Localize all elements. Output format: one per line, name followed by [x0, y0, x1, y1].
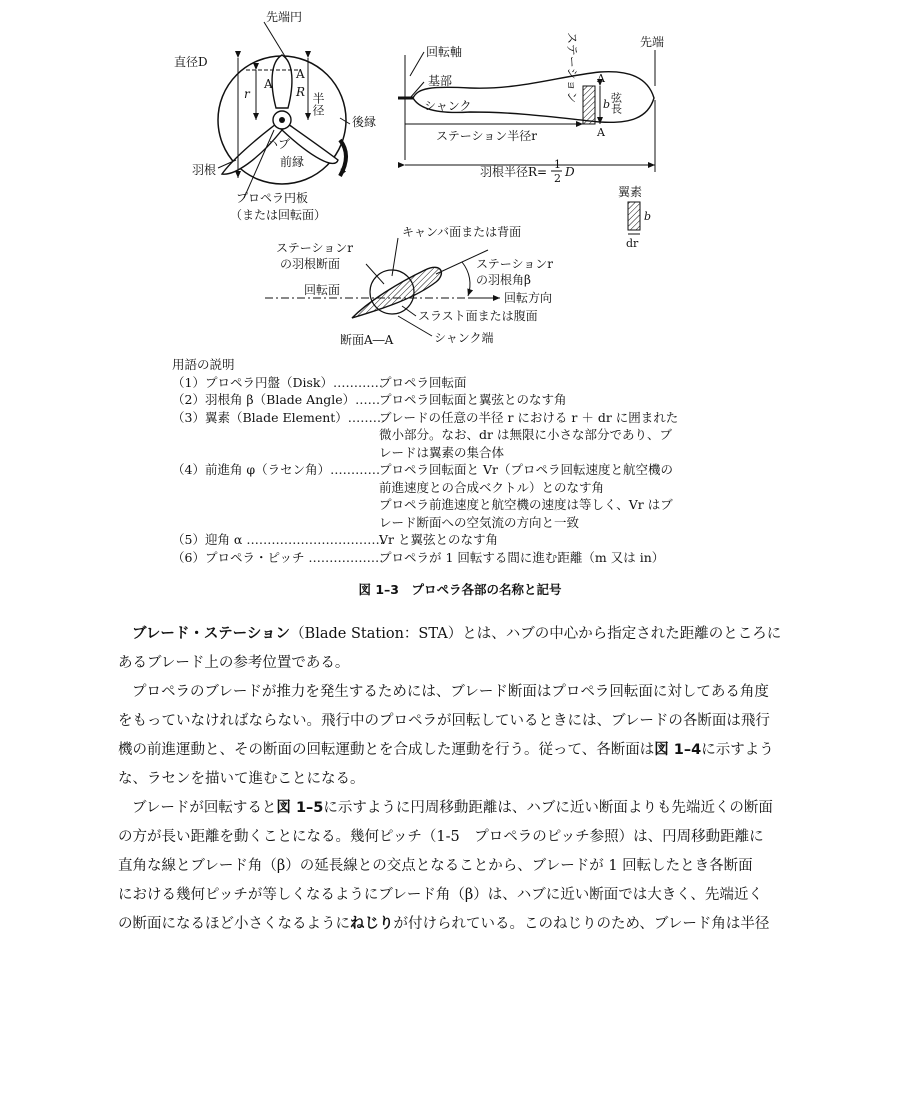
- label-camber: キャンバ面または背面: [402, 225, 522, 239]
- ref-fig-1-4[interactable]: 図 1–4: [654, 742, 702, 758]
- label-rotation-direction: 回転方向: [504, 291, 553, 305]
- label-trailing-edge: 後縁: [352, 115, 377, 129]
- label-half-num: 1: [554, 158, 561, 171]
- p3-line-4: における幾何ピッチが等しくなるようにブレード角（β）は、ハブに近い断面では大きく、先端近く: [118, 887, 763, 903]
- label-rotation-axis: 回転軸: [426, 45, 463, 59]
- section-view: [265, 224, 553, 347]
- label-section-AA: 断面A―A: [340, 333, 394, 347]
- glossary-definition-line: 前進速度との合成ベクトル）とのなす角: [379, 479, 605, 495]
- label-element-b: b: [644, 210, 652, 223]
- glossary-item: [172, 391, 732, 409]
- label-chord: 弦長: [609, 92, 623, 114]
- ref-fig-1-5[interactable]: 図 1–5: [276, 800, 324, 816]
- glossary-definition-line: 微小部分。なお、dr は無限に小さな部分であり、ブ: [379, 427, 672, 442]
- glossary-term: （1）プロペラ円盤（Disk）…………: [172, 374, 383, 390]
- element-detail: [618, 184, 651, 250]
- label-A-top: A: [597, 72, 605, 85]
- label-rotation-plane: 回転面: [304, 283, 341, 297]
- glossary-item: [172, 409, 732, 462]
- label-tip-circle: 先端円: [266, 10, 303, 24]
- label-r: r: [244, 87, 250, 101]
- glossary-title: 用語の説明: [172, 357, 235, 372]
- side-view: [398, 32, 664, 185]
- figure-caption: 図 1–3 プロペラ各部の名称と記号: [358, 582, 562, 597]
- glossary-definition: [379, 409, 732, 462]
- label-R: R: [296, 85, 306, 99]
- glossary-definition: [379, 391, 732, 409]
- blade-top: [272, 55, 292, 108]
- glossary-definition: [379, 531, 732, 549]
- front-view: [174, 9, 376, 222]
- label-b: b: [603, 98, 611, 111]
- paragraph-3: [118, 794, 773, 939]
- glossary-definition-line: プロペラ回転面: [379, 374, 467, 390]
- label-D: D: [565, 165, 575, 179]
- label-station: ステーション: [565, 32, 579, 104]
- glossary: [172, 356, 732, 566]
- label-thrust-face: スラスト面または腹面: [418, 309, 538, 323]
- label-shank: シャンク: [424, 99, 472, 113]
- label-angle-1: ステーションr: [476, 257, 554, 271]
- p2-line-4: な、ラセンを描いて進むことになる。: [118, 771, 365, 787]
- label-disk-1: プロペラ円板: [236, 191, 309, 205]
- glossary-definition-line: プロペラ前進速度と航空機の速度は等しく、Vr はブ: [379, 497, 673, 512]
- p3-line-5a: の断面になるほど小さくなるように: [118, 916, 350, 932]
- label-half-den: 2: [554, 172, 561, 185]
- label-blade-radius: 羽根半径R=: [480, 165, 548, 179]
- glossary-definition-line: レード断面への空気流の方向と一致: [379, 514, 580, 530]
- label-element: 翼素: [618, 185, 643, 199]
- paragraph-1: [118, 620, 782, 678]
- glossary-term: （6）プロペラ・ピッチ ………………: [172, 549, 384, 565]
- label-leading-edge: 前縁: [280, 155, 305, 169]
- label-A-bottom: A: [597, 126, 605, 139]
- p1-line-1: （Blade Station：STA）とは、ハブの中心から指定された距離のところに: [290, 626, 782, 642]
- label-hub: ハブ: [266, 137, 291, 151]
- label-blade: 羽根: [192, 163, 217, 177]
- term-twist: ねじり: [350, 916, 394, 932]
- p2-line-3b: に示すよう: [701, 742, 774, 758]
- glossary-definition-line: プロペラ回転面と Vr（プロペラ回転速度と航空機の: [379, 462, 673, 477]
- glossary-item: [172, 374, 732, 392]
- glossary-definition-line: ブレードの任意の半径 r における r ＋ dr に囲まれた: [379, 409, 679, 425]
- p3-line-3: 直角な線とブレード角（β）の延長線との交点となることから、ブレードが 1 回転したとき各断面: [118, 858, 753, 874]
- glossary-item: [172, 531, 732, 549]
- glossary-term: （5）迎角 α ……………………………: [172, 532, 384, 547]
- paragraph-2: [118, 678, 774, 794]
- label-tip: 先端: [640, 35, 665, 49]
- p2-line-1: プロペラのブレードが推力を発生するためには、ブレード断面はプロペラ回転面に対してある角度: [132, 684, 769, 700]
- body-text: [118, 620, 782, 939]
- label-section-1: ステーションr: [276, 241, 354, 255]
- label-radius-vertical: 半径: [311, 92, 325, 116]
- label-angle-2: の羽根角β: [476, 273, 531, 287]
- p2-line-2: をもっていなければならない。飛行中のプロペラが回転しているときには、ブレードの各断面は飛行: [118, 713, 770, 729]
- term-blade-station: ブレード・ステーション: [132, 626, 291, 642]
- label-section-2: の羽根断面: [280, 257, 341, 271]
- glossary-item: [172, 549, 732, 567]
- glossary-term: （3）翼素（Blade Element）………: [172, 409, 386, 425]
- p1-line-2: あるブレード上の参考位置である。: [118, 655, 350, 671]
- p3-line-2: の方が長い距離を動くことになる。幾何ピッチ（1-5 プロペラのピッチ参照）は、円周移動距離に: [118, 829, 764, 845]
- label-station-radius: ステーション半径r: [436, 129, 538, 143]
- propeller-diagram: [0, 0, 920, 360]
- glossary-definition-line: レードは翼素の集合体: [379, 444, 505, 460]
- label-disk-2: （または回転面）: [230, 208, 327, 222]
- label-shank-end: シャンク端: [434, 331, 494, 345]
- glossary-definition-line: プロペラ回転面と翼弦とのなす角: [379, 392, 567, 407]
- label-diameter: 直径D: [174, 55, 208, 69]
- glossary-definition-line: プロペラが 1 回転する間に進む距離（m 又は in）: [379, 549, 665, 565]
- p3-line-1a: ブレードが回転すると: [132, 800, 277, 816]
- p3-line-5b: が付けられている。このねじりのため、ブレード角は半径: [393, 916, 770, 932]
- glossary-item: [172, 461, 732, 531]
- blade-element-hatch: [583, 86, 595, 124]
- label-A-right: A: [296, 67, 305, 81]
- glossary-term: （2）羽根角 β（Blade Angle）……: [172, 392, 381, 407]
- p2-line-3a: 機の前進運動と、その断面の回転運動とを合成した運動を行う。従って、各断面は: [118, 742, 655, 758]
- glossary-definition: [379, 374, 732, 392]
- label-A-left: A: [264, 77, 273, 91]
- glossary-term: （4）前進角 φ（ラセン角）…………: [172, 462, 381, 477]
- label-base: 基部: [428, 74, 453, 88]
- p3-line-1b: に示すように円周移動距離は、ハブに近い断面よりも先端近くの断面: [323, 800, 773, 816]
- glossary-definition: [379, 549, 732, 567]
- glossary-definition-line: Vr と翼弦とのなす角: [379, 532, 498, 547]
- glossary-definition: [379, 461, 732, 531]
- label-dr: dr: [626, 237, 639, 250]
